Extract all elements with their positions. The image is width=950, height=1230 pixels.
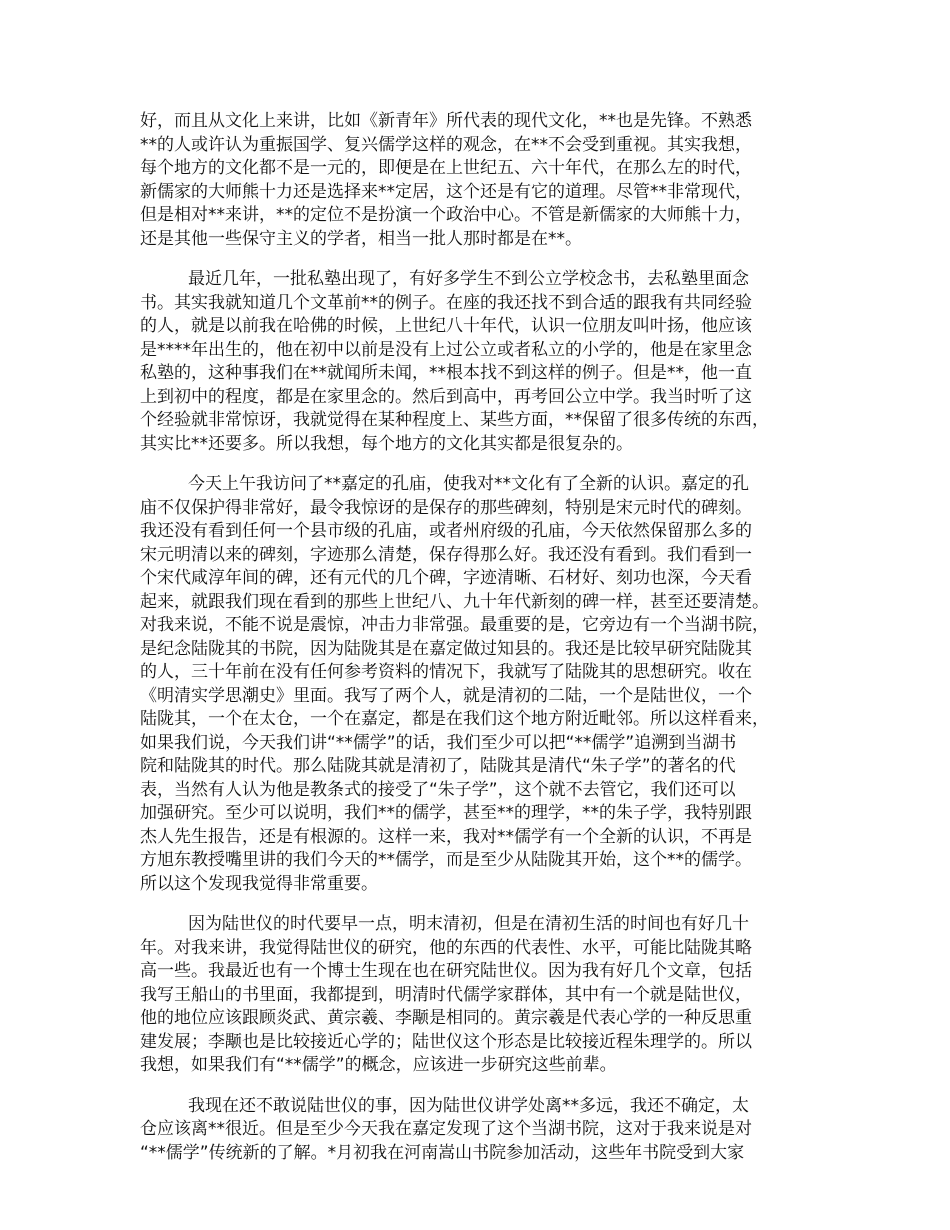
document-body <box>140 110 830 1182</box>
text-line: 庙不仅保护得非常好，最令我惊讶的是保存的那些碑刻，特别是宋元时代的碑刻。 <box>140 497 752 518</box>
text-line: 个宋代咸淳年间的碑，还有元代的几个碑，字迹清晰、石材好、刻功也深，今天看 <box>140 568 752 588</box>
text-line: 对我来说，不能不说是震惊，冲击力非常强。最重要的是，它旁边有一个当湖书院， <box>140 615 769 635</box>
text-line: 但是相对**来讲，**的定位不是扮演一个政治中心。不管是新儒家的大师熊十力， <box>140 205 752 225</box>
paragraph-2 <box>140 268 830 456</box>
text-line: 个经验就非常惊讶，我就觉得在某种程度上、某些方面，**保留了很多传统的东西， <box>140 410 769 430</box>
paragraph-5 <box>140 1095 830 1166</box>
text-line: 宋元明清以来的碑刻，字迹那么清楚，保存得那么好。我还没有看到。我们看到一 <box>140 544 752 565</box>
text-line: 他的地位应该跟顾炎武、黄宗羲、李颙是相同的。黄宗羲是代表心学的一种反思重 <box>140 1008 752 1028</box>
text-line: 陆陇其，一个在太仓，一个在嘉定，都是在我们这个地方附近毗邻。所以这样看来， <box>140 709 769 729</box>
text-line: 是****年出生的，他在初中以前是没有上过公立或者私立的小学的，他是在家里念 <box>140 339 752 360</box>
text-line: 我现在还不敢说陆世仪的事，因为陆世仪讲学处离**多远，我还不确定，太 <box>188 1095 749 1116</box>
text-line: 的人，就是以前我在哈佛的时候，上世纪八十年代，认识一位朋友叫叶扬，他应该 <box>140 316 752 336</box>
text-line: 我写王船山的书里面，我都提到，明清时代儒学家群体，其中有一个就是陆世仪， <box>140 984 752 1005</box>
text-line: 上到初中的程度，都是在家里念的。然后到高中，再考回公立中学。我当时听了这 <box>140 386 752 407</box>
text-line: 高一些。我最近也有一个博士生现在也在研究陆世仪。因为我有好几个文章，包括 <box>140 961 752 981</box>
text-line: 还是其他一些保守主义的学者，相当一批人那时都是在**。 <box>140 228 582 249</box>
text-line: 年。对我来讲，我觉得陆世仪的研究，他的东西的代表性、水平，可能比陆陇其略 <box>140 937 752 958</box>
text-line: 方旭东教授嘴里讲的我们今天的**儒学，而是至少从陆陇其开始，这个**的儒学。 <box>140 850 752 870</box>
text-line: 表，当然有人认为他是教条式的接受了“朱子学”，这个就不去管它，我们还可以 <box>140 779 736 800</box>
text-line: 院和陆陇其的时代。那么陆陇其就是清初了，陆陇其是清代“朱子学”的著名的代 <box>140 756 736 776</box>
paragraph-4 <box>140 913 830 1078</box>
text-line: 因为陆世仪的时代要早一点，明末清初，但是在清初生活的时间也有好几十 <box>188 914 749 934</box>
text-line: 杰人先生报告，还是有根源的。这样一来，我对**儒学有一个全新的认识，不再是 <box>140 826 752 847</box>
text-line: 所以这个发现我觉得非常重要。 <box>140 873 378 894</box>
text-line: 我想，如果我们有“**儒学”的概念，应该进一步研究这些前辈。 <box>140 1055 617 1075</box>
text-line: 新儒家的大师熊十力还是选择来**定居，这个还是有它的道理。尽管**非常现代， <box>140 181 752 202</box>
text-line: 我还没有看到任何一个县市级的孔庙，或者州府级的孔庙，今天依然保留那么多的 <box>140 521 752 541</box>
text-line: 《明清实学思潮史》里面。我写了两个人，就是清初的二陆，一个是陆世仪，一个 <box>140 685 752 706</box>
text-line: 是纪念陆陇其的书院，因为陆陇其是在嘉定做过知县的。我还是比较早研究陆陇其 <box>140 638 752 659</box>
text-line: 好，而且从文化上来讲，比如《新青年》所代表的现代文化，**也是先锋。不熟悉 <box>140 111 752 131</box>
text-line: 今天上午我访问了**嘉定的孔庙，使我对**文化有了全新的认识。嘉定的孔 <box>188 474 749 494</box>
text-line: 每个地方的文化都不是一元的，即便是在上世纪五、六十年代，在那么左的时代， <box>140 158 752 178</box>
text-line: 书。其实我就知道几个文革前**的例子。在座的我还找不到合适的跟我有共同经验 <box>140 292 752 313</box>
text-line: 的人，三十年前在没有任何参考资料的情况下，我就写了陆陇其的思想研究。收在 <box>140 662 752 682</box>
text-line: 起来，就跟我们现在看到的那些上世纪八、九十年代新刻的碑一样，甚至还要清楚。 <box>140 591 769 612</box>
text-line: 建发展；李颙也是比较接近心学的；陆世仪这个形态是比较接近程朱理学的。所以 <box>140 1031 752 1052</box>
text-line: 私塾的，这种事我们在**就闻所未闻，**根本找不到这样的例子。但是**，他一直 <box>140 363 752 383</box>
text-line: 加强研究。至少可以说明，我们**的儒学，甚至**的理学，**的朱子学，我特别跟 <box>140 803 752 823</box>
text-line: 如果我们说，今天我们讲“**儒学”的话，我们至少可以把“**儒学”追溯到当湖书 <box>140 732 737 753</box>
text-line: 仓应该离**很近。但是至少今天我在嘉定发现了这个当湖书院，这对于我来说是对 <box>140 1119 752 1139</box>
text-line: 其实比**还要多。所以我想，每个地方的文化其实都是很复杂的。 <box>140 433 633 454</box>
paragraph-1 <box>140 110 830 251</box>
paragraph-3 <box>140 473 830 896</box>
text-line: “**儒学”传统新的了解。*月初我在河南嵩山书院参加活动，这些年书院受到大家 <box>140 1142 745 1163</box>
text-line: **的人或许认为重振国学、复兴儒学这样的观念，在**不会受到重视。其实我想， <box>140 134 752 155</box>
text-line: 最近几年，一批私塾出现了，有好多学生不到公立学校念书，去私塾里面念 <box>188 269 749 289</box>
